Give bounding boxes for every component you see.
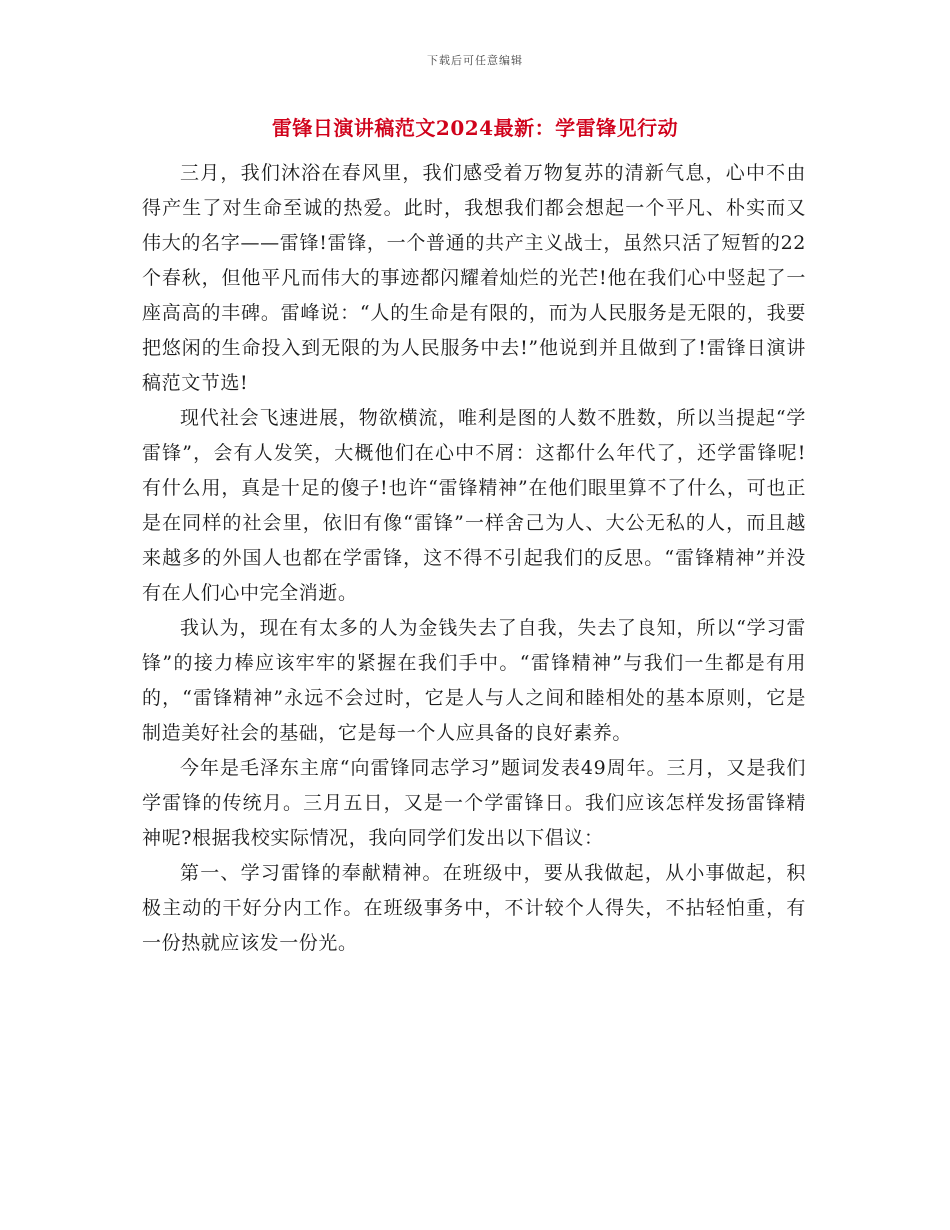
document-title: 雷锋日演讲稿范文2024最新：学雷锋见行动 — [271, 116, 679, 140]
paragraph-1: 三月，我们沐浴在春风里，我们感受着万物复苏的清新气息，心中不由得产生了对生命至诚的热爱。此时，我想我们都会想起一个平凡、朴实而又伟大的名字——雷锋!雷锋，一个普通的共产主义战士，虽然只活了短暂的22个春秋，但他平凡而伟大的事迹都闪耀着灿烂的光芒!他在我们心中竖起了一座高高的丰碑。雷峰说：“人的生命是有限的，而为人民服务是无限的，我要把悠闲的生命投入到无限的为人民服务中去!”他说到并且做到了!雷锋日演讲稿范文节选! — [142, 162, 806, 394]
paragraph-2: 现代社会飞速进展，物欲横流，唯利是图的人数不胜数，所以当提起“学雷锋”，会有人发笑，大概他们在心中不屑：这都什么年代了，还学雷锋呢!有什么用，真是十足的傻子!也许“雷锋精神”在他们眼里算不了什么，可也正是在同样的社会里，依旧有像“雷锋”一样舍己为人、大公无私的人，而且越来越多的外国人也都在学雷锋，这不得不引起我们的反思。“雷锋精神”并没有在人们心中完全消逝。 — [142, 407, 806, 604]
paragraph-4: 今年是毛泽东主席“向雷锋同志学习”题词发表49周年。三月，又是我们学雷锋的传统月。三月五日，又是一个学雷锋日。我们应该怎样发扬雷锋精神呢?根据我校实际情况，我向同学们发出以下倡议： — [142, 757, 806, 849]
header-note: 下载后可任意编辑 — [427, 54, 523, 67]
paragraph-3: 我认为，现在有太多的人为金钱失去了自我，失去了良知，所以“学习雷锋”的接力棒应该牢牢的紧握在我们手中。“雷锋精神”与我们一生都是有用的，“雷锋精神”永远不会过时，它是人与人之间和睦相处的基本原则，它是制造美好社会的基础，它是每一个人应具备的良好素养。 — [142, 617, 806, 744]
paragraph-5: 第一、学习雷锋的奉献精神。在班级中，要从我做起，从小事做起，积极主动的干好分内工作。在班级事务中，不计较个人得失，不拈轻怕重，有一份热就应该发一份光。 — [142, 862, 806, 954]
document-body — [142, 156, 806, 961]
